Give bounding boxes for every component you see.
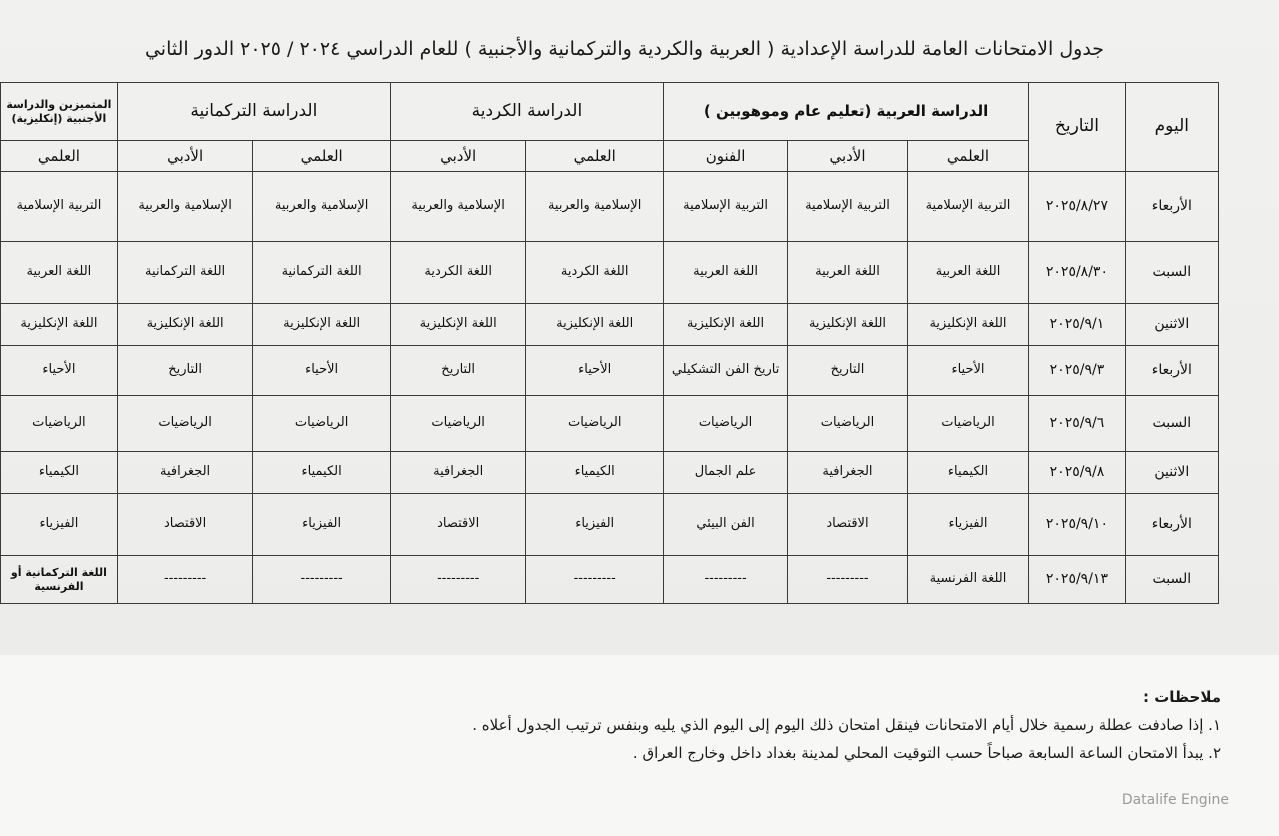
exam-cell: الفيزياء bbox=[526, 494, 663, 556]
excellent-scientific-header: العلمي bbox=[1, 141, 118, 172]
exam-cell: الجغرافية bbox=[117, 452, 253, 494]
exam-cell: الأحياء bbox=[253, 346, 390, 396]
exam-cell: اللغة الإنكليزية bbox=[788, 304, 908, 346]
exam-cell: اللغة الإنكليزية bbox=[907, 304, 1028, 346]
table-row bbox=[1, 494, 1219, 556]
row-day: السبت bbox=[1125, 556, 1218, 604]
exam-cell: الجغرافية bbox=[390, 452, 526, 494]
exam-cell: --------- bbox=[788, 556, 908, 604]
exam-cell: الكيمياء bbox=[1, 452, 118, 494]
exam-cell: التربية الإسلامية bbox=[1, 172, 118, 242]
row-day: السبت bbox=[1125, 242, 1218, 304]
table-row bbox=[1, 346, 1219, 396]
exam-cell: اللغة التركمانية bbox=[117, 242, 253, 304]
turkmen-section-header: الدراسة التركمانية bbox=[117, 83, 390, 141]
row-day: الاثنين bbox=[1125, 304, 1218, 346]
exam-cell: اللغة الإنكليزية bbox=[390, 304, 526, 346]
row-day: الأربعاء bbox=[1125, 172, 1218, 242]
exam-cell: الرياضيات bbox=[390, 396, 526, 452]
exam-cell: الرياضيات bbox=[907, 396, 1028, 452]
exam-cell: اللغة العربية bbox=[788, 242, 908, 304]
exam-cell: الإسلامية والعربية bbox=[390, 172, 526, 242]
row-date: ٢٠٢٥/٩/٨ bbox=[1029, 452, 1125, 494]
row-date: ٢٠٢٥/٩/١٣ bbox=[1029, 556, 1125, 604]
day-header: اليوم bbox=[1125, 83, 1218, 172]
exam-schedule-table bbox=[0, 82, 1219, 604]
exam-cell: اللغة الفرنسية bbox=[907, 556, 1028, 604]
exam-cell: الكيمياء bbox=[253, 452, 390, 494]
table-row bbox=[1, 452, 1219, 494]
watermark-text: Datalife Engine bbox=[1121, 792, 1229, 808]
note-item: ١. إذا صادفت عطلة رسمية خلال أيام الامتحانات فينقل امتحان ذلك اليوم إلى اليوم الذي يليه وبنفس ترتيب الجدول أعلاه . bbox=[472, 716, 1221, 734]
table-row bbox=[1, 242, 1219, 304]
page-title: جدول الامتحانات العامة للدراسة الإعدادية ( العربية والكردية والتركمانية والأجنبية ) للعام الدراسي ٢٠٢٤ / ٢٠٢٥ الدور الثاني bbox=[144, 38, 1105, 60]
exam-cell: اللغة التركمانية bbox=[253, 242, 390, 304]
exam-cell: الرياضيات bbox=[788, 396, 908, 452]
exam-cell: اللغة الإنكليزية bbox=[117, 304, 253, 346]
exam-cell: اللغة الإنكليزية bbox=[1, 304, 118, 346]
row-day: الأربعاء bbox=[1125, 346, 1218, 396]
exam-cell: الاقتصاد bbox=[788, 494, 908, 556]
row-date: ٢٠٢٥/٩/٣ bbox=[1029, 346, 1125, 396]
exam-cell: الكيمياء bbox=[907, 452, 1028, 494]
note-item: ٢. يبدأ الامتحان الساعة السابعة صباحاً حسب التوقيت المحلي لمدينة بغداد داخل وخارج العراق . bbox=[632, 744, 1221, 762]
kurdish-section-header: الدراسة الكردية bbox=[390, 83, 663, 141]
table-row bbox=[1, 172, 1219, 242]
exam-cell: --------- bbox=[663, 556, 787, 604]
turkmen-scientific-header: العلمي bbox=[253, 141, 390, 172]
exam-cell: التاريخ bbox=[117, 346, 253, 396]
exam-cell: اللغة الإنكليزية bbox=[663, 304, 787, 346]
exam-cell: --------- bbox=[117, 556, 253, 604]
kurdish-literary-header: الأدبي bbox=[390, 141, 526, 172]
exam-cell: اللغة الكردية bbox=[526, 242, 663, 304]
arabic-arts-header: الفنون bbox=[663, 141, 787, 172]
table-row bbox=[1, 304, 1219, 346]
notes-section bbox=[221, 688, 1221, 762]
row-day: السبت bbox=[1125, 396, 1218, 452]
exam-cell: --------- bbox=[526, 556, 663, 604]
exam-cell: التربية الإسلامية bbox=[663, 172, 787, 242]
exam-cell: التربية الإسلامية bbox=[788, 172, 908, 242]
exam-cell: الرياضيات bbox=[1, 396, 118, 452]
turkmen-literary-header: الأدبي bbox=[117, 141, 253, 172]
exam-cell: التاريخ bbox=[788, 346, 908, 396]
table-header-row bbox=[1, 83, 1219, 141]
row-date: ٢٠٢٥/٨/٢٧ bbox=[1029, 172, 1125, 242]
exam-cell: الإسلامية والعربية bbox=[526, 172, 663, 242]
arabic-section-header: الدراسة العربية (تعليم عام وموهوبين ) bbox=[663, 83, 1028, 141]
exam-cell: اللغة العربية bbox=[1, 242, 118, 304]
exam-cell: الفيزياء bbox=[907, 494, 1028, 556]
row-date: ٢٠٢٥/٩/١ bbox=[1029, 304, 1125, 346]
exam-cell: الاقتصاد bbox=[117, 494, 253, 556]
exam-cell: الأحياء bbox=[1, 346, 118, 396]
exam-cell: اللغة الكردية bbox=[390, 242, 526, 304]
exam-cell: الفيزياء bbox=[253, 494, 390, 556]
exam-cell: الإسلامية والعربية bbox=[117, 172, 253, 242]
exam-cell: اللغة الإنكليزية bbox=[253, 304, 390, 346]
exam-cell: الفن البيئي bbox=[663, 494, 787, 556]
exam-cell: الرياضيات bbox=[526, 396, 663, 452]
exam-cell: اللغة العربية bbox=[907, 242, 1028, 304]
notes-heading: ملاحظات : bbox=[1142, 688, 1221, 706]
exam-cell: الكيمياء bbox=[526, 452, 663, 494]
exam-cell: الإسلامية والعربية bbox=[253, 172, 390, 242]
exam-cell: الرياضيات bbox=[117, 396, 253, 452]
exam-cell: اللغة العربية bbox=[663, 242, 787, 304]
row-day: الاثنين bbox=[1125, 452, 1218, 494]
exam-cell: التربية الإسلامية bbox=[907, 172, 1028, 242]
exam-cell: الأحياء bbox=[907, 346, 1028, 396]
exam-cell: --------- bbox=[253, 556, 390, 604]
row-day: الأربعاء bbox=[1125, 494, 1218, 556]
exam-cell: الفيزياء bbox=[1, 494, 118, 556]
exam-cell: الجغرافية bbox=[788, 452, 908, 494]
exam-cell: الرياضيات bbox=[663, 396, 787, 452]
date-header: التاريخ bbox=[1029, 83, 1125, 172]
table-row bbox=[1, 396, 1219, 452]
exam-cell: الأحياء bbox=[526, 346, 663, 396]
exam-cell: اللغة التركمانية أو الفرنسية bbox=[1, 556, 118, 604]
exam-cell: علم الجمال bbox=[663, 452, 787, 494]
row-date: ٢٠٢٥/٩/١٠ bbox=[1029, 494, 1125, 556]
exam-cell: تاريخ الفن التشكيلي bbox=[663, 346, 787, 396]
arabic-literary-header: الأدبي bbox=[788, 141, 908, 172]
exam-cell: الاقتصاد bbox=[390, 494, 526, 556]
row-date: ٢٠٢٥/٩/٦ bbox=[1029, 396, 1125, 452]
row-date: ٢٠٢٥/٨/٣٠ bbox=[1029, 242, 1125, 304]
arabic-scientific-header: العلمي bbox=[907, 141, 1028, 172]
kurdish-scientific-header: العلمي bbox=[526, 141, 663, 172]
exam-cell: --------- bbox=[390, 556, 526, 604]
exam-cell: الرياضيات bbox=[253, 396, 390, 452]
exam-cell: التاريخ bbox=[390, 346, 526, 396]
table-row bbox=[1, 556, 1219, 604]
exam-cell: اللغة الإنكليزية bbox=[526, 304, 663, 346]
excellent-section-header: المتميزين والدراسة الأجنبية (إنكليزية) bbox=[1, 83, 118, 141]
